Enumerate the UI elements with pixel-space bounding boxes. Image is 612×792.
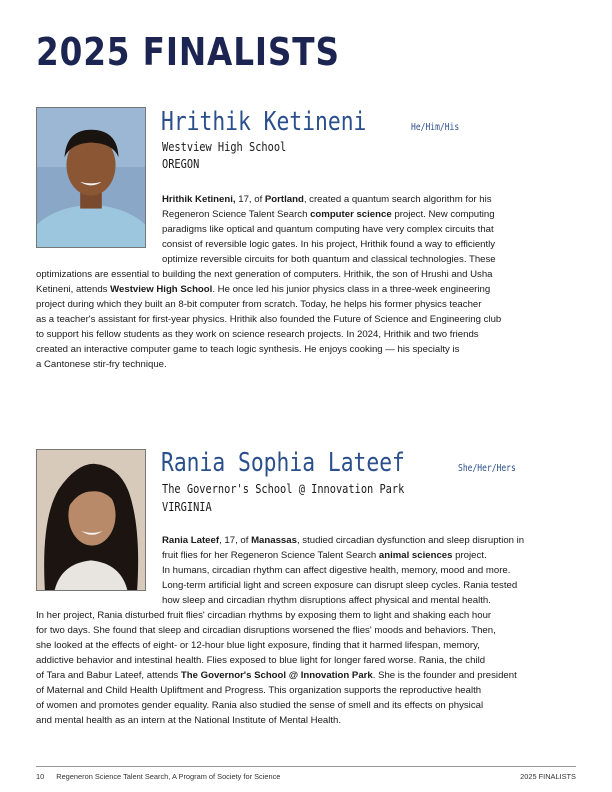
bio-text: , studied circadian dysfunction and sleep disruption in bbox=[296, 535, 525, 546]
page-number: 10 bbox=[36, 772, 45, 781]
bio-bold-text: animal sciences bbox=[378, 550, 453, 561]
bio-text: addictive behavior and intestinal health. Flies exposed to blue light for longer fared worse. Rania, the child bbox=[36, 655, 486, 666]
bio-text: In humans, circadian rhythm can affect digestive health, memory, mood and more. bbox=[162, 565, 511, 576]
bio-text: created an interactive computer game to teach logic synthesis. He enjoys cooking — his specialty is bbox=[36, 344, 460, 355]
finalist-2-name-line bbox=[161, 448, 531, 478]
bio-bold-text: Hrithik Ketineni, bbox=[162, 194, 236, 205]
bio-line bbox=[36, 578, 524, 593]
bio-line bbox=[36, 222, 501, 237]
bio-line bbox=[36, 282, 501, 297]
bio-text: . He once led his junior physics class in a three-week engineering bbox=[212, 284, 491, 295]
bio-text: of Tara and Babur Lateef, attends bbox=[36, 670, 181, 681]
bio-text: for two days. She found that sleep and circadian disruptions worsened the flies' moods and behaviors. Then, bbox=[36, 625, 496, 636]
page-title: 2025 FINALISTS bbox=[36, 30, 340, 74]
finalist-1-state: OREGON bbox=[162, 157, 200, 171]
bio-bold-text: Westview High School bbox=[110, 284, 213, 295]
bio-line bbox=[36, 327, 501, 342]
footer-left bbox=[36, 772, 280, 781]
bio-text: optimizations are essential to building the next generation of computers. Hrithik, the son of Hrushi and Usha bbox=[36, 269, 493, 280]
finalist-2-pronouns: She/Her/Hers bbox=[458, 463, 517, 474]
footer-program-text: Regeneron Science Talent Search, A Program of Society for Science bbox=[56, 772, 281, 781]
bio-text: . She is the founder and president bbox=[372, 670, 517, 681]
bio-text: project. bbox=[452, 550, 487, 561]
bio-text: , 17, of bbox=[219, 535, 252, 546]
finalist-2-school: The Governor's School @ Innovation Park bbox=[162, 482, 405, 496]
bio-text: 17, of bbox=[235, 194, 265, 205]
bio-text: to support his fellow students as they work on science research projects. In 2024, Hrithik and two friends bbox=[36, 329, 479, 340]
finalist-1-name: Hrithik Ketineni bbox=[161, 107, 367, 137]
bio-text: as a teacher's assistant for first-year physics. Hrithik also founded the Future of Science and Engineering club bbox=[36, 314, 502, 325]
bio-line bbox=[36, 653, 524, 668]
bio-text: how sleep and circadian rhythm disruptions affect physical and mental health. bbox=[162, 595, 491, 606]
bio-line bbox=[36, 593, 524, 608]
bio-line bbox=[36, 237, 501, 252]
bio-line bbox=[36, 533, 524, 548]
bio-line bbox=[36, 342, 501, 357]
bio-line bbox=[36, 638, 524, 653]
footer-divider bbox=[36, 766, 576, 767]
bio-line bbox=[36, 713, 524, 728]
bio-line bbox=[36, 192, 501, 207]
finalist-1-pronouns: He/Him/His bbox=[411, 122, 460, 133]
bio-line bbox=[36, 548, 524, 563]
bio-text: Ketineni, attends bbox=[36, 284, 111, 295]
bio-text: Regeneron Science Talent Search bbox=[162, 209, 311, 220]
footer-section-title: 2025 FINALISTS bbox=[520, 772, 576, 781]
bio-text: of Maternal and Child Health Upliftment and Progress. This organization supports the reproductive health bbox=[36, 685, 482, 696]
finalist-1-school: Westview High School bbox=[162, 140, 287, 154]
finalist-1-bio bbox=[36, 192, 501, 372]
bio-line bbox=[36, 357, 501, 372]
bio-bold-text: The Governor's School @ Innovation Park bbox=[180, 670, 373, 681]
bio-text: consist of reversible logic gates. In his project, Hrithik found a way to efficiently bbox=[162, 239, 496, 250]
bio-line bbox=[36, 683, 524, 698]
bio-text: In her project, Rania disturbed fruit flies' circadian rhythms by exposing them to light and shaking each hour bbox=[36, 610, 492, 621]
bio-text: of women and promotes gender equality. Rania also studied the sense of smell and its effects on physical bbox=[36, 700, 484, 711]
bio-text: project during which they built an 8-bit computer from scratch. Today, he helps his former physics teacher bbox=[36, 299, 482, 310]
bio-line bbox=[36, 297, 501, 312]
finalist-2-state: VIRGINIA bbox=[162, 500, 212, 514]
bio-text: , created a quantum search algorithm for his bbox=[303, 194, 492, 205]
bio-line bbox=[36, 252, 501, 267]
bio-line bbox=[36, 668, 524, 683]
finalist-1-name-line bbox=[161, 107, 472, 137]
bio-text: she looked at the effects of eight- or 12-hour blue light exposure, finding that it harmed lifespan, memory, bbox=[36, 640, 480, 651]
bio-bold-text: Manassas bbox=[251, 535, 297, 546]
bio-line bbox=[36, 312, 501, 327]
finalist-2-name: Rania Sophia Lateef bbox=[161, 448, 405, 478]
bio-line bbox=[36, 623, 524, 638]
bio-line bbox=[36, 563, 524, 578]
bio-bold-text: Portland bbox=[264, 194, 304, 205]
bio-text: optimize reversible circuits for both quantum and classical technologies. These bbox=[162, 254, 496, 265]
bio-text: paradigms like optical and quantum computing have very complex circuits that bbox=[162, 224, 494, 235]
bio-text: project. New computing bbox=[391, 209, 495, 220]
bio-line bbox=[36, 207, 501, 222]
bio-line bbox=[36, 698, 524, 713]
bio-bold-text: Rania Lateef bbox=[162, 535, 220, 546]
bio-line bbox=[36, 608, 524, 623]
finalist-2-bio bbox=[36, 533, 524, 728]
bio-text: fruit flies for her Regeneron Science Talent Search bbox=[162, 550, 379, 561]
bio-bold-text: computer science bbox=[310, 209, 392, 220]
bio-line bbox=[36, 267, 501, 282]
bio-text: a Cantonese stir-fry technique. bbox=[36, 359, 167, 370]
bio-text: Long-term artificial light and screen exposure can disrupt sleep cycles. Rania tested bbox=[162, 580, 518, 591]
bio-text: and mental health as an intern at the National Institute of Mental Health. bbox=[36, 715, 342, 726]
